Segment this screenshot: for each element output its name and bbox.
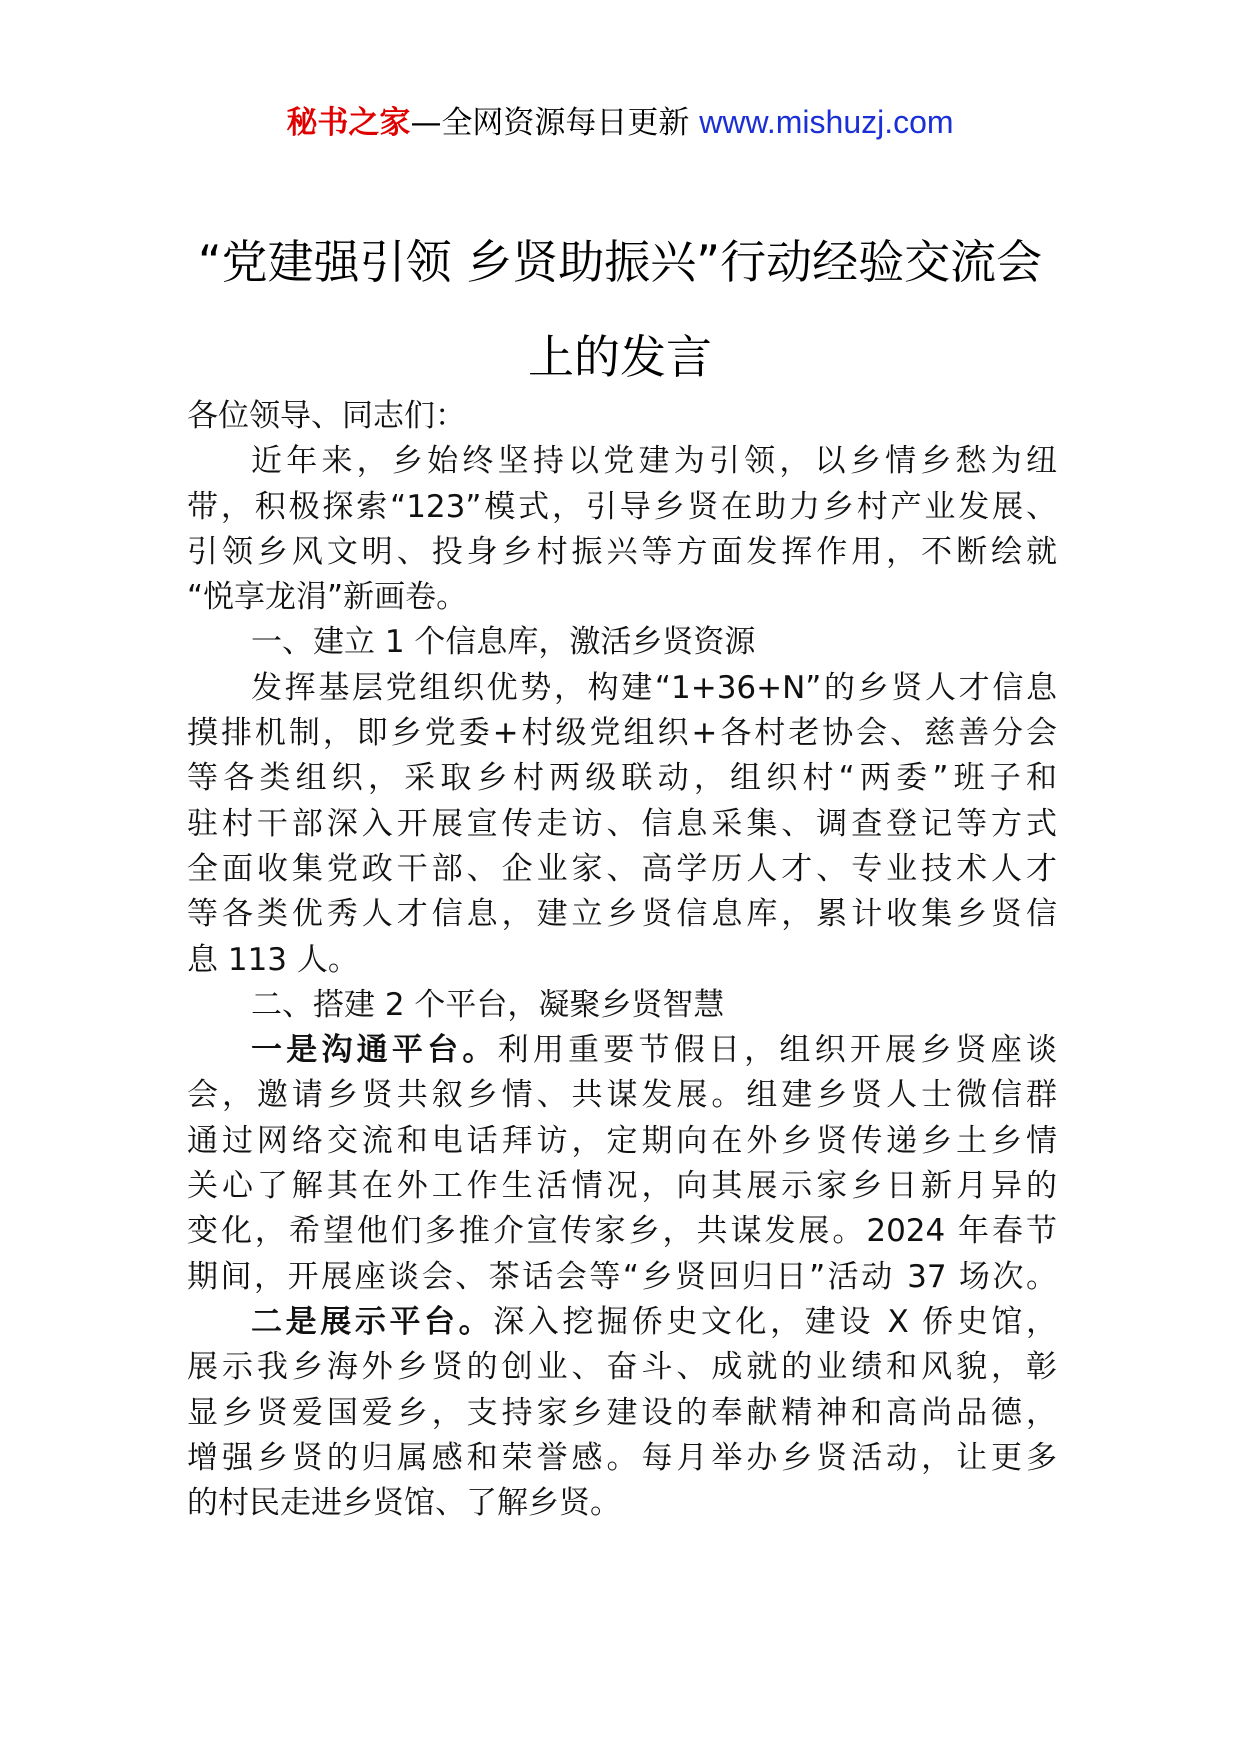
line-text: 显乡贤爱国爱乡，支持家乡建设的奉献精神和高尚品德， <box>187 1394 1057 1431</box>
line-text: 深入挖掘侨史文化，建设 X 侨史馆， <box>493 1303 1057 1340</box>
line-text: 通过网络交流和电话拜访，定期向在外乡贤传递乡土乡情 <box>187 1122 1057 1159</box>
line-text: 引领乡风文明、投身乡村振兴等方面发挥作用，不断绘就 <box>187 533 1057 570</box>
body-line <box>187 756 1057 801</box>
body-line <box>187 575 1057 620</box>
line-text: 变化，希望他们多推介宣传家乡，共谋发展。2024 年春节 <box>187 1213 1057 1250</box>
body-line <box>187 983 1057 1028</box>
line-text: 增强乡贤的归属感和荣誉感。每月举办乡贤活动，让更多 <box>187 1439 1057 1476</box>
body-line <box>187 1209 1057 1254</box>
line-text: 发挥基层党组织优势，构建“1+36+N”的乡贤人才信息 <box>251 669 1057 706</box>
site-header <box>0 100 1240 145</box>
line-text: 展示我乡海外乡贤的创业、奋斗、成就的业绩和风貌，彰 <box>187 1349 1057 1386</box>
body-line <box>187 394 1057 439</box>
line-text: “悦享龙涓”新画卷。 <box>187 579 468 616</box>
line-text: 息 113 人。 <box>187 941 359 978</box>
brand-name: 秘书之家 <box>286 105 411 141</box>
line-text: 期间，开展座谈会、茶话会等“乡贤回归日”活动 37 场次。 <box>187 1258 1057 1295</box>
bold-lead-phrase: 一是沟通平台。 <box>251 1032 498 1069</box>
line-text: 全面收集党政干部、企业家、高学历人才、专业技术人才 <box>187 850 1057 887</box>
line-text: 各位领导、同志们： <box>187 398 466 434</box>
body-line <box>187 1028 1057 1073</box>
line-text: 等各类组织，采取乡村两级联动，组织村“两委”班子和 <box>187 760 1057 797</box>
line-text: 会，邀请乡贤共叙乡情、共谋发展。组建乡贤人士微信群 <box>187 1077 1057 1114</box>
body-line <box>187 1300 1057 1345</box>
body-line <box>187 1164 1057 1209</box>
body-line <box>187 530 1057 575</box>
body-line <box>187 1481 1057 1526</box>
line-text: 关心了解其在外工作生活情况，向其展示家乡日新月异的 <box>187 1168 1057 1205</box>
body-line <box>187 666 1057 711</box>
line-text: 等各类优秀人才信息，建立乡贤信息库，累计收集乡贤信 <box>187 896 1057 933</box>
body-line <box>187 1073 1057 1118</box>
line-text: 带，积极探索“123”模式，引导乡贤在助力乡村产业发展、 <box>187 488 1057 525</box>
header-tagline: —全网资源每日更新 <box>410 105 690 141</box>
body-line <box>187 439 1057 484</box>
line-text: 摸排机制，即乡党委+村级党组织+各村老协会、慈善分会 <box>187 715 1057 752</box>
body-line <box>187 938 1057 983</box>
body-line <box>187 892 1057 937</box>
website-link[interactable]: www.mishuzj.com <box>699 104 954 140</box>
line-text: 近年来，乡始终坚持以党建为引领，以乡情乡愁为纽 <box>251 443 1057 480</box>
body-line <box>187 802 1057 847</box>
body-line <box>187 485 1057 530</box>
body-line <box>187 1255 1057 1300</box>
body-line <box>187 711 1057 756</box>
bold-lead-phrase: 二是展示平台。 <box>251 1303 494 1340</box>
body-line <box>187 1345 1057 1390</box>
line-text: 的村民走进乡贤馆、了解乡贤。 <box>187 1485 621 1522</box>
line-text: 驻村干部深入开展宣传走访、信息采集、调查登记等方式 <box>187 805 1057 842</box>
line-text: 二、搭建 2 个平台，凝聚乡贤智慧 <box>251 986 725 1023</box>
line-text: 一、建立 1 个信息库，激活乡贤资源 <box>251 624 756 661</box>
document-title-line-2: 上的发言 <box>528 330 712 384</box>
body-line <box>187 620 1057 665</box>
document-body <box>187 394 1057 1526</box>
document-title-line-1: “党建强引领 乡贤助振兴”行动经验交流会 <box>197 235 1043 289</box>
body-line <box>187 1391 1057 1436</box>
line-text: 利用重要节假日，组织开展乡贤座谈 <box>497 1032 1058 1069</box>
body-line <box>187 847 1057 892</box>
body-line <box>187 1436 1057 1481</box>
body-line <box>187 1119 1057 1164</box>
